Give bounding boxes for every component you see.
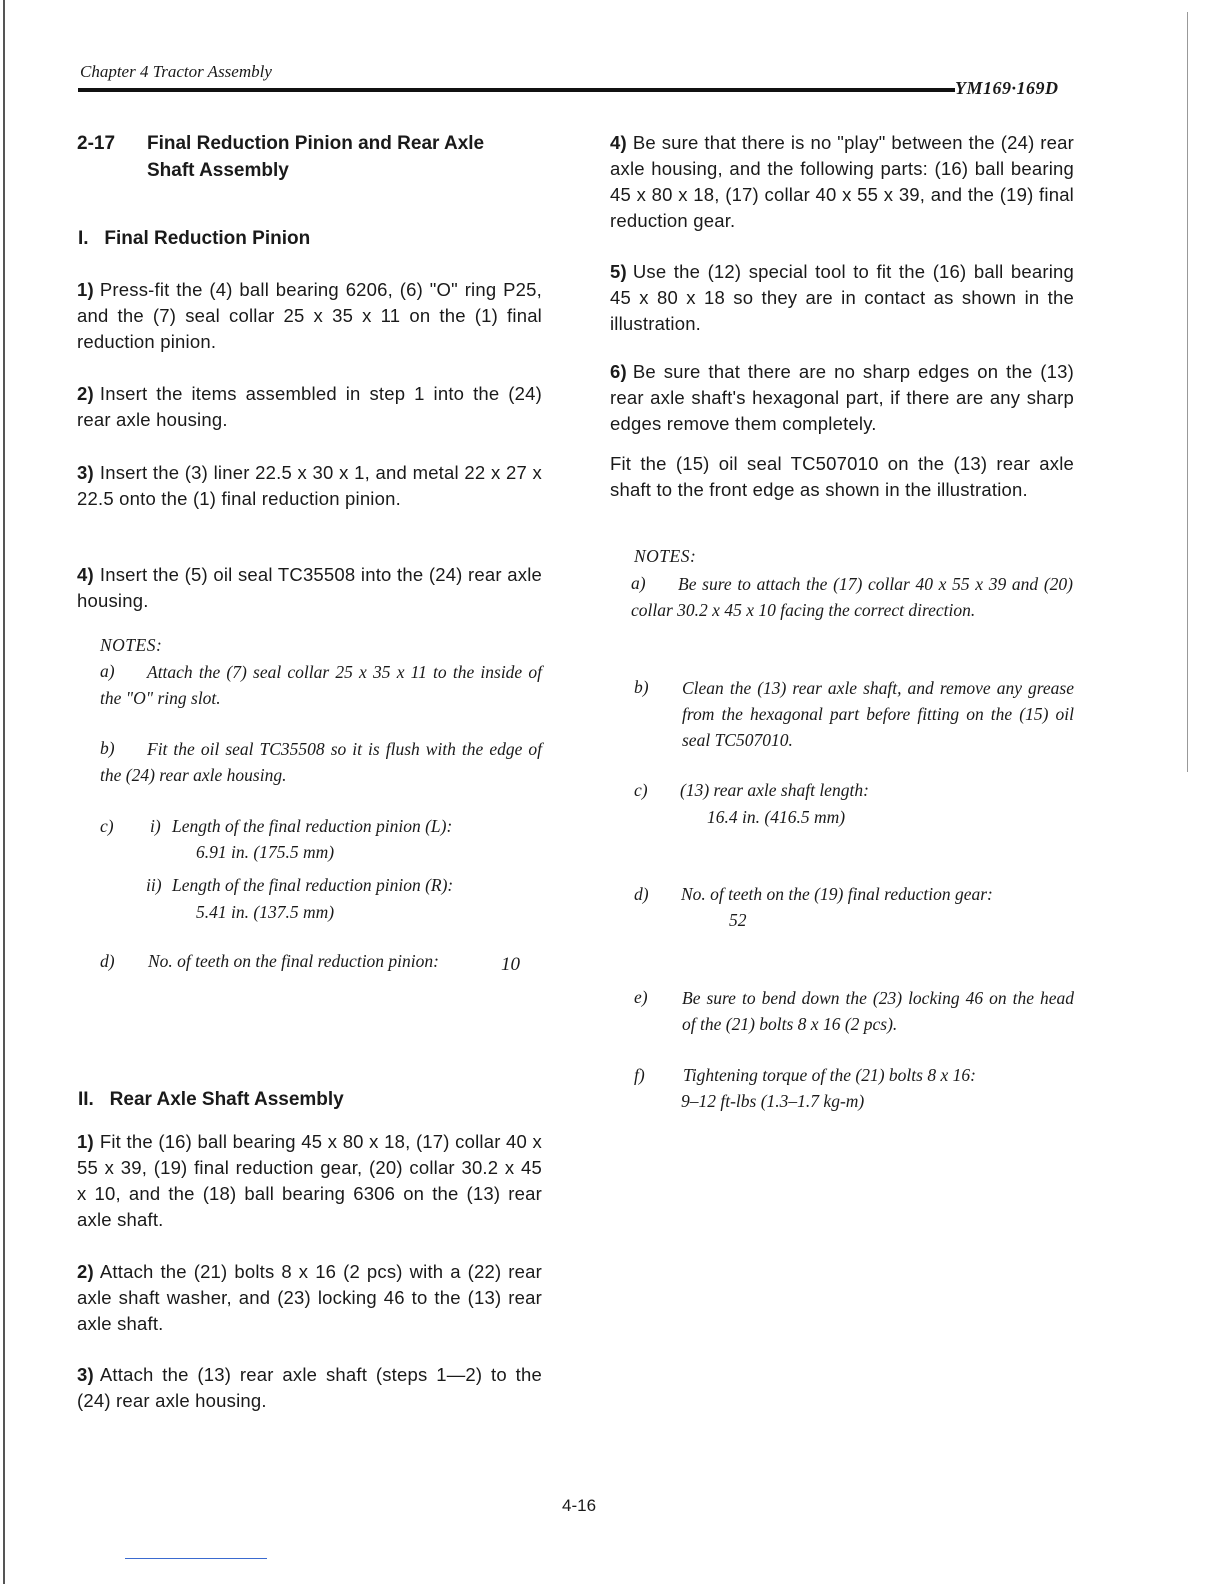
step-number: 3) [77,1364,94,1385]
step-number: 2) [77,1261,94,1282]
step-number: 1) [77,279,94,300]
part2-step-2 [77,1259,542,1337]
note-sublabel: i) [150,816,161,836]
part1-heading: I. Final Reduction Pinion [78,228,311,249]
part2-heading: II. Rear Axle Shaft Assembly [78,1089,344,1110]
step-text: Use the (12) special tool to fit the (16) ball bearing 45 x 80 x 18 so they are in contact as shown in the illustration. [610,261,1074,334]
part2-note-d-value: 52 [729,910,747,930]
step-number: 6) [610,361,627,382]
part2-note-f-value: 9–12 ft-lbs (1.3–1.7 kg-m) [681,1091,865,1111]
step-text: Be sure that there are no sharp edges on the (13) rear axle shaft's hexagonal part, if there are any sharp edges remove them completely. [610,361,1074,434]
section-title [147,130,547,184]
step-text: Attach the (13) rear axle shaft (steps 1—2) to the (24) rear axle housing. [77,1364,542,1411]
step-text: Fit the (16) ball bearing 45 x 80 x 18, (17) collar 40 x 55 x 39, (19) final reduction gear, (20) collar 30.2 x 45 x 10, and the (18) ball bearing 6306 on the (13) rear axle shaft. [77,1131,542,1230]
part1-note-c-i: Length of the final reduction pinion (L): [172,816,453,836]
step-text: Insert the items assembled in step 1 into the (24) rear axle housing. [77,383,542,430]
part1-notes-label: NOTES: [100,635,163,655]
part2-note-e: Be sure to bend down the (23) locking 46 on the head of the (21) bolts 8 x 16 (2 pcs). [682,988,1074,1034]
note-label: b) [634,677,649,697]
part2-step-1 [77,1129,542,1233]
step-text: Insert the (5) oil seal TC35508 into the (24) rear axle housing. [77,564,542,611]
scan-edge-left [3,0,5,1584]
part2-note-c-value: 16.4 in. (416.5 mm) [707,807,846,827]
part2-note-f: Tightening torque of the (21) bolts 8 x 16: [683,1065,976,1085]
part1-note-c-i-value: 6.91 in. (175.5 mm) [196,842,335,862]
part1-note-c-ii-value: 5.41 in. (137.5 mm) [196,902,335,922]
step-text: Press-fit the (4) ball bearing 6206, (6) "O" ring P25, and the (7) seal collar 25 x 35 x 11 on the (1) final reduction pinion. [77,279,542,352]
note-label: f) [634,1065,645,1085]
note-label: d) [634,884,649,904]
step-number: 4) [610,132,627,153]
part2-fit-text: Fit the (15) oil seal TC507010 on the (13) rear axle shaft to the front edge as shown in the illustration. [610,453,1074,500]
part2-step-5 [610,259,1074,337]
part2-note-d: No. of teeth on the (19) final reduction gear: [681,884,993,904]
part1-note-a: Attach the (7) seal collar 25 x 35 x 11 to the inside of the "O" ring slot. [100,662,542,708]
part1-step-3 [77,460,542,512]
part2-note-b: Clean the (13) rear axle shaft, and remove any grease from the hexagonal part before fitting on the (15) oil seal TC507010. [682,678,1074,750]
note-label: a) [631,573,646,593]
chapter-header: Chapter 4 Tractor Assembly [80,62,272,81]
part1-step-2 [77,381,542,433]
step-number: 1) [77,1131,94,1152]
step-text: Attach the (21) bolts 8 x 16 (2 pcs) with a (22) rear axle shaft washer, and (23) locking 46 to the (13) rear axle shaft. [77,1261,542,1334]
note-label: c) [634,780,648,800]
part1-note-d-value: 10 [501,954,520,975]
part2-notes-label: NOTES: [634,546,697,566]
note-sublabel: ii) [146,875,162,895]
part1-note-b: Fit the oil seal TC35508 so it is flush with the edge of the (24) rear axle housing. [100,739,542,785]
part2-step-4 [610,130,1074,234]
part1-step-4 [77,562,542,614]
section-title-line1: Final Reduction Pinion and Rear Axle [147,133,485,154]
part1-note-d: No. of teeth on the final reduction pinion: [148,951,439,971]
part2-step-6 [610,359,1074,437]
step-text: Be sure that there is no "play" between the (24) rear axle housing, and the following parts: (16) ball bearing 45 x 80 x 18, (17) collar 40 x 55 x 39, and the (19) final reduction gear. [610,132,1074,231]
note-label: b) [100,738,115,758]
section-title-line2: Shaft Assembly [147,160,289,181]
scan-edge-right [1187,12,1188,772]
part1-step-1 [77,277,542,355]
bottom-rule [125,1558,267,1559]
note-label: a) [100,661,115,681]
note-label: c) [100,816,114,836]
note-label: e) [634,987,648,1007]
step-text: Insert the (3) liner 22.5 x 30 x 1, and metal 22 x 27 x 22.5 onto the (1) final reduction pinion. [77,462,542,509]
part2-step-3 [77,1362,542,1414]
step-number: 5) [610,261,627,282]
header-rule [78,88,955,92]
step-number: 4) [77,564,94,585]
model-header: YM169·169D [955,78,1059,98]
step-number: 3) [77,462,94,483]
part1-note-c-ii: Length of the final reduction pinion (R): [172,875,454,895]
part2-note-c: (13) rear axle shaft length: [680,780,869,800]
part2-note-a: Be sure to attach the (17) collar 40 x 55 x 39 and (20) collar 30.2 x 45 x 10 facing the correct direction. [631,574,1073,620]
note-label: d) [100,951,115,971]
section-number: 2-17 [77,133,116,154]
step-number: 2) [77,383,94,404]
page-number: 4-16 [562,1496,597,1515]
